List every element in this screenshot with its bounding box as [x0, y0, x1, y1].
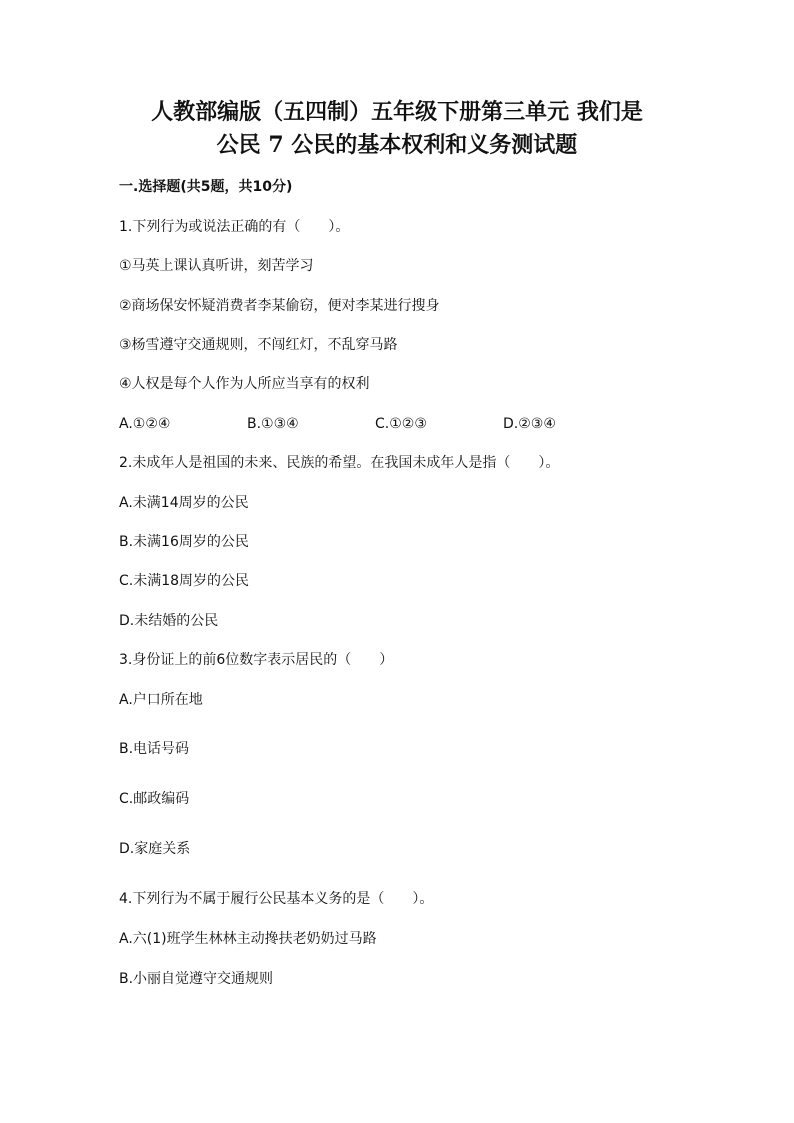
question-4-option-b[interactable]: B.小丽自觉遵守交通规则: [119, 971, 274, 987]
question-1-option-c[interactable]: C.①②③: [375, 416, 427, 432]
question-1-statement-2: ②商场保安怀疑消费者李某偷窃，便对李某进行搜身: [119, 298, 440, 314]
question-1-option-d[interactable]: D.②③④: [503, 416, 556, 432]
question-2-option-b[interactable]: B.未满16周岁的公民: [119, 534, 249, 550]
question-3-option-d[interactable]: D.家庭关系: [119, 841, 191, 857]
question-2-option-a[interactable]: A.未满14周岁的公民: [119, 495, 249, 511]
question-2-option-c[interactable]: C.未满18周岁的公民: [119, 573, 250, 589]
question-3-option-c[interactable]: C.邮政编码: [119, 791, 190, 807]
question-1-option-a[interactable]: A.①②④: [119, 416, 171, 432]
question-4-stem: 4.下列行为不属于履行公民基本义务的是（ ）。: [119, 891, 434, 907]
question-1-option-b[interactable]: B.①③④: [247, 416, 299, 432]
question-3-option-b[interactable]: B.电话号码: [119, 741, 190, 757]
question-3-option-a[interactable]: A.户口所在地: [119, 692, 203, 708]
question-1-stem: 1.下列行为或说法正确的有（ ）。: [119, 219, 350, 235]
question-1-statement-1: ①马英上课认真听讲，刻苦学习: [119, 258, 314, 274]
question-4-option-a[interactable]: A.六(1)班学生林林主动搀扶老奶奶过马路: [119, 931, 377, 947]
question-1-statement-3: ③杨雪遵守交通规则，不闯红灯，不乱穿马路: [119, 337, 398, 353]
question-1-statement-4: ④人权是每个人作为人所应当享有的权利: [119, 376, 370, 392]
question-2-stem: 2.未成年人是祖国的未来、民族的希望。在我国未成年人是指（ ）。: [119, 455, 560, 471]
question-3-stem: 3.身份证上的前6位数字表示居民的（ ）: [119, 652, 394, 668]
document-title-line-1: 人教部编版（五四制）五年级下册第三单元 我们是: [151, 99, 643, 125]
section-heading: 一.选择题(共5题，共10分): [119, 179, 293, 195]
question-1-options: [119, 414, 679, 434]
question-2-option-d[interactable]: D.未结婚的公民: [119, 613, 219, 629]
document-title-line-2: 公民 7 公民的基本权利和义务测试题: [216, 132, 578, 158]
